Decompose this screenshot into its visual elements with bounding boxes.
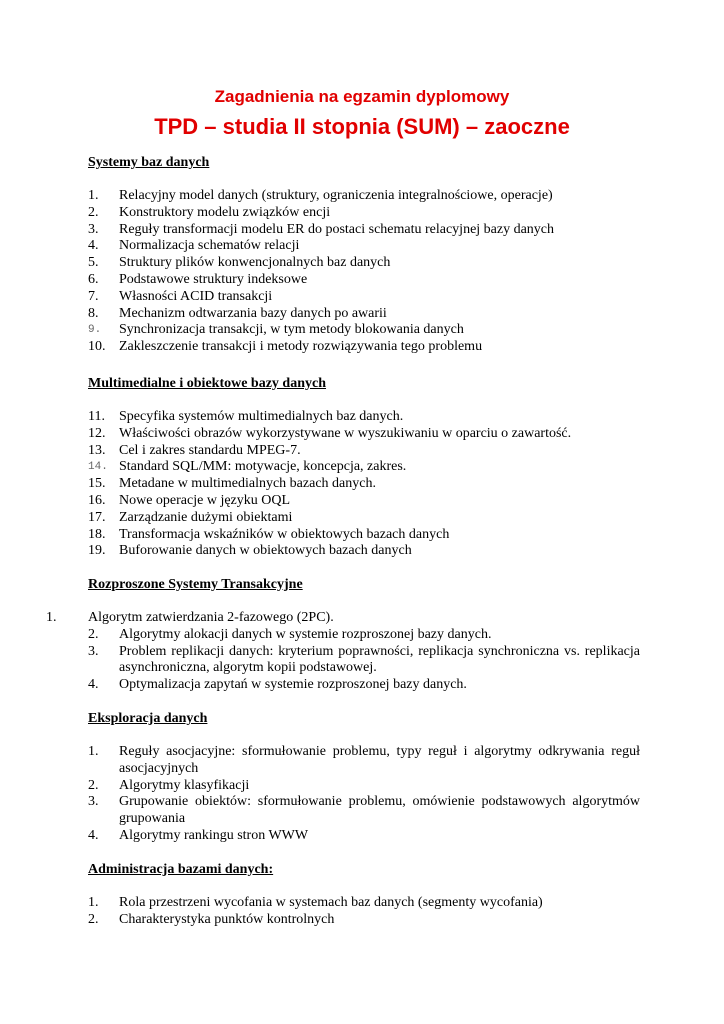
item-text: Nowe operacje w języku OQL	[119, 492, 291, 508]
item-text: Algorytmy klasyfikacji	[119, 777, 250, 793]
list-item	[88, 527, 640, 544]
item-text: Reguły asocjacyjne: sformułowanie problemu, typy reguł i algorytmy odkrywania reguł asocjacyjnych	[119, 744, 640, 776]
item-text: Charakterystyka punktów kontrolnych	[119, 911, 335, 927]
list-item	[88, 778, 640, 795]
item-number: 6.	[88, 271, 99, 287]
list-item	[88, 409, 640, 426]
item-text: Normalizacja schematów relacji	[119, 238, 300, 254]
section-heading: Eksploracja danych	[88, 711, 208, 726]
list-item	[88, 828, 640, 845]
list-item	[88, 510, 640, 527]
section-eksploracja-danych	[88, 710, 640, 845]
list-item	[88, 912, 640, 929]
item-number: 1.	[88, 744, 99, 759]
list-item	[88, 238, 640, 255]
item-number: 8.	[88, 305, 99, 321]
item-text: Standard SQL/MM: motywacje, koncepcja, zakres.	[119, 459, 407, 475]
item-number: 19.	[88, 543, 106, 559]
list-item	[88, 188, 640, 205]
item-text: Specyfika systemów multimedialnych baz danych.	[119, 409, 404, 424]
item-number: 1.	[46, 610, 57, 625]
topic-list	[88, 744, 640, 845]
item-number: 16.	[88, 492, 106, 508]
item-number: 2.	[88, 626, 99, 642]
document-subtitle: TPD – studia II stopnia (SUM) – zaoczne	[154, 114, 570, 139]
topic-list	[88, 409, 640, 560]
topic-list	[88, 895, 640, 929]
item-text: Konstruktory modelu związków encji	[119, 204, 331, 220]
item-number: 10.	[88, 339, 106, 355]
item-text: Grupowanie obiektów: sformułowanie problemu, omówienie podstawowych algorytmów grupowania	[119, 794, 640, 827]
item-text: Zarządzanie dużymi obiektami	[119, 509, 293, 525]
item-text: Algorytmy rankingu stron WWW	[119, 827, 309, 843]
section-heading: Multimedialne i obiektowe bazy danych	[88, 376, 327, 391]
item-number: 3.	[88, 794, 99, 810]
item-text: Optymalizacja zapytań w systemie rozproszonej bazy danych.	[119, 677, 467, 693]
item-number: 12.	[88, 425, 106, 441]
list-item	[88, 339, 640, 356]
item-text: Podstawowe struktury indeksowe	[119, 271, 308, 287]
item-number: 9.	[88, 324, 102, 337]
list-item	[88, 443, 640, 460]
list-item	[88, 322, 640, 339]
item-text: Metadane w multimedialnych bazach danych.	[119, 476, 376, 492]
document-title: Zagadnienia na egzamin dyplomowy	[214, 87, 510, 106]
section-heading: Systemy baz danych	[88, 155, 210, 170]
list-item	[88, 493, 640, 510]
item-number: 4.	[88, 827, 99, 843]
list-item	[88, 222, 640, 239]
list-item	[88, 543, 640, 560]
list-item	[88, 744, 640, 778]
item-text: Rola przestrzeni wycofania w systemach baz danych (segmenty wycofania)	[119, 895, 543, 910]
section-heading: Administracja bazami danych:	[88, 862, 274, 877]
section-heading: Rozproszone Systemy Transakcyjne	[88, 577, 303, 592]
list-item	[88, 895, 640, 912]
item-number: 15.	[88, 476, 106, 492]
item-text: Synchronizacja transakcji, w tym metody blokowania danych	[119, 322, 464, 338]
list-item	[88, 459, 640, 476]
item-number: 17.	[88, 509, 106, 525]
item-number: 1.	[88, 895, 99, 910]
item-text: Mechanizm odtwarzania bazy danych po awarii	[119, 305, 387, 321]
item-text: Algorytmy alokacji danych w systemie rozproszonej bazy danych.	[119, 626, 492, 642]
list-item	[88, 794, 640, 828]
item-text: Algorytm zatwierdzania 2-fazowego (2PC).	[88, 610, 334, 625]
list-item	[88, 205, 640, 222]
list-item	[88, 255, 640, 272]
list-item	[88, 289, 640, 306]
item-text: Struktury plików konwencjonalnych baz danych	[119, 255, 391, 271]
item-number: 2.	[88, 911, 99, 927]
item-number: 3.	[88, 643, 99, 659]
list-item	[88, 272, 640, 289]
list-item	[88, 476, 640, 493]
item-number: 11.	[88, 409, 105, 424]
item-text: Właściwości obrazów wykorzystywane w wyszukiwaniu w oparciu o zawartość.	[119, 425, 572, 441]
list-item	[88, 644, 640, 678]
item-text: Problem replikacji danych: kryterium poprawności, replikacja synchroniczna vs. replikacja asynchroniczna, algorytm kopii podstawowej.	[119, 643, 640, 676]
item-text: Cel i zakres standardu MPEG-7.	[119, 442, 301, 458]
item-text: Buforowanie danych w obiektowych bazach danych	[119, 543, 412, 559]
item-text: Własności ACID transakcji	[119, 288, 273, 304]
list-item	[88, 677, 640, 694]
section-systemy-baz-danych	[88, 154, 640, 356]
item-number: 18.	[88, 526, 106, 542]
item-text: Transformacja wskaźników w obiektowych bazach danych	[119, 526, 450, 542]
item-number: 4.	[88, 677, 99, 693]
item-number: 13.	[88, 442, 106, 458]
topic-list	[46, 610, 640, 694]
item-number: 2.	[88, 777, 99, 793]
item-text: Reguły transformacji modelu ER do postaci schematu relacyjnej bazy danych	[119, 221, 555, 237]
section-multimedialne-bazy	[88, 375, 640, 560]
list-item	[88, 426, 640, 443]
topic-list	[88, 188, 640, 356]
list-item	[88, 306, 640, 323]
section-rozproszone-systemy	[46, 576, 640, 694]
item-text: Zakleszczenie transakcji i metody rozwiązywania tego problemu	[119, 339, 483, 355]
item-number: 4.	[88, 238, 99, 254]
item-number: 2.	[88, 204, 99, 220]
list-item	[46, 610, 640, 627]
item-number: 5.	[88, 255, 99, 271]
item-number: 14.	[88, 461, 108, 474]
item-text: Relacyjny model danych (struktury, ograniczenia integralnościowe, operacje)	[119, 188, 553, 203]
section-administracja-bazami	[88, 861, 640, 929]
item-number: 7.	[88, 288, 99, 304]
item-number: 1.	[88, 188, 99, 203]
list-item	[88, 627, 640, 644]
item-number: 3.	[88, 221, 99, 237]
